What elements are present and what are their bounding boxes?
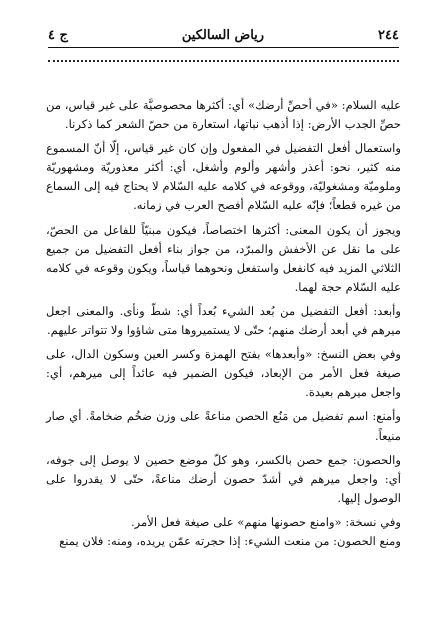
paragraph-3: ويجوز أن يكون المعنى: أكثرها اختصاصاً، فيكون مبنيّاً للفاعل من الحصّ، على ما نقل عن الأخفش والمبرّد، من جواز بناء أفعل التفضيل من جميع الثلاثي المزيد فيه كانفعل واستفعل ونحوهما قياساً، ويكون وقوعه في كلامه عليه السّلام حجة لهما.	[46, 222, 401, 294]
paragraph-7: والحصون: جمع حصن بالكسر، وهو كلّ موضع حصين لا يوصل إلى جوفه، أي: واجعل ميرهم في أشدّ حصون أرضك مناعةً، حتّى لا يقدروا على الوصول إليها.	[46, 452, 401, 505]
paragraph-9: ومنع الحصون: من منعت الشيء: إذا حجرته عمّن يريده، ومنه: فلان يمنع	[59, 533, 401, 548]
paragraph-2: واستعمال أفعل التفضيل في المفعول وإن كان غير قياس، إلّا أنّ المسموع منه كثير، نحو: أعذر وأشهر وألوم وأشغل، أي: أكثر معذوريّة ومشهوريّة وملوميّة ومشغوليّة، ووقوعه في كلامه عليه السّلام لا يحتاج فيه إلى السماع من غيره قطعاً؛ فإنّه عليه السّلام أفصح العرب في زمانه.	[46, 141, 401, 213]
paragraph-4: وأبعد: أفعل التفضيل من بُعد الشيء بُعداً أي: شطّ ونأى. والمعنى اجعل ميرهم في أبعد أرضك منهم؛ حتّى لا يستميروها متى شاؤوا ولا تتواتر عليهم.	[46, 303, 401, 338]
dotted-separator	[48, 60, 399, 62]
paragraph-5: وفي بعض النسخ: «وأبعدها» بفتح الهمزة وكسر العين وسكون الدال، على صيغة فعل الأمر من الإبعاد، فيكون الضمير فيه عائداً إلى ميرهم، أي: واجعل ميرهم بعيدة.	[46, 347, 401, 400]
page-header	[48, 24, 399, 46]
paragraph-1: عليه السلام: «في أحصِّ أرضك» أي: أكثرها محصوصيَّة على غير قياس، من حصِّ الجدب الأرض: إذا أذهب نباتها، استعارة من حصّ الشعر كما ذكرنا.	[46, 98, 401, 132]
header-rule	[48, 47, 399, 48]
volume-number: ج ٤	[48, 27, 68, 43]
book-title: رياض السالكين	[181, 27, 265, 43]
body-text	[46, 96, 401, 551]
paragraph-6: وأمنع: اسم تفضيل من مَنُع الحصن مناعةً على وزن ضخُم ضخامةً. أي صار منيعاً.	[46, 409, 401, 443]
paragraph-8: وفي نسخة: «وامنع حصونها منهم» على صيغة فعل الأمر.	[130, 514, 401, 529]
page-number: ٢٤٤	[378, 27, 399, 43]
